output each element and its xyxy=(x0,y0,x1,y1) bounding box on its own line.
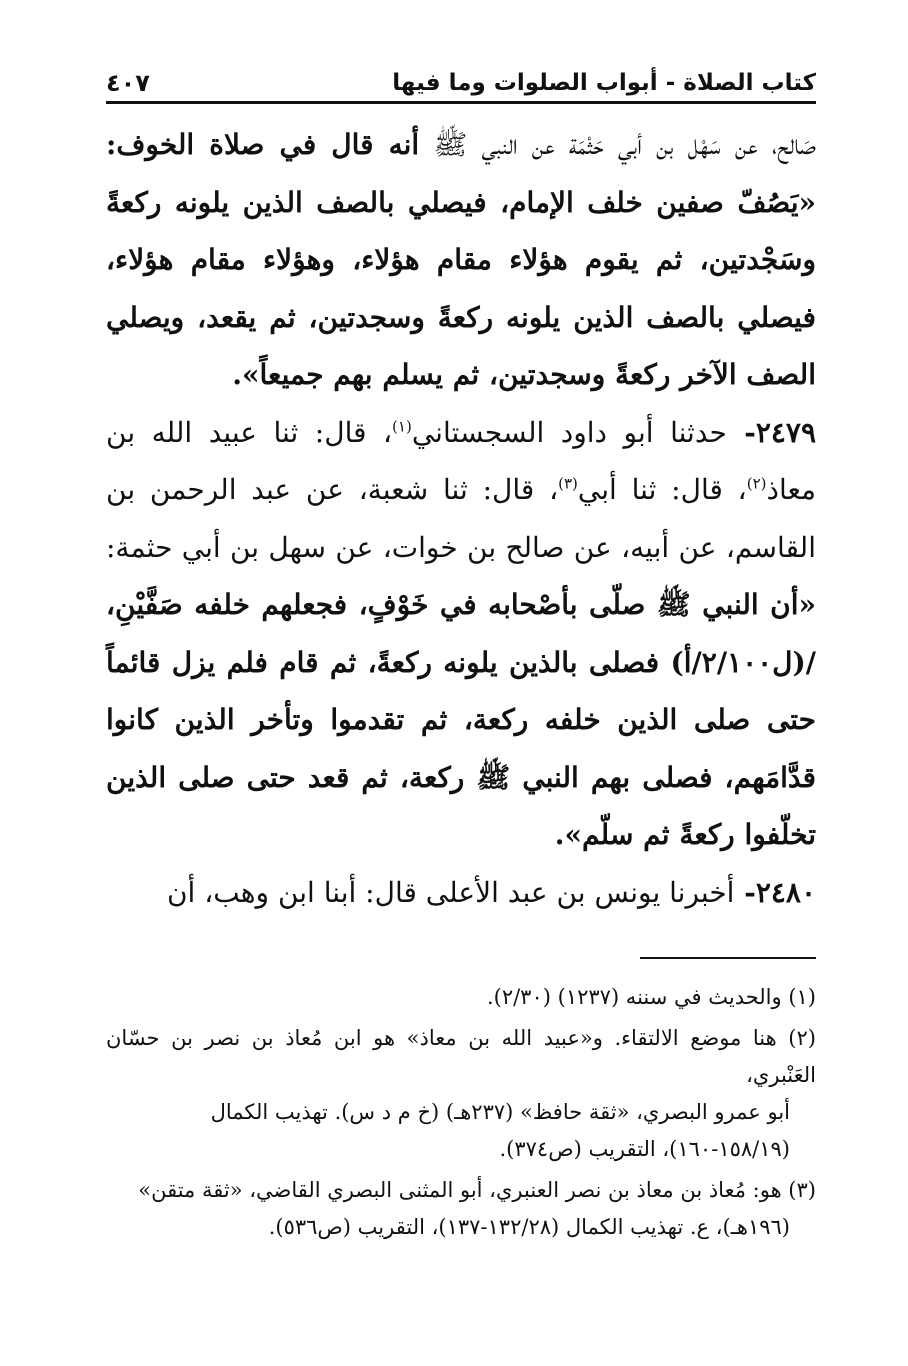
page-number: ٤٠٧ xyxy=(106,69,150,97)
paragraph-2479-chain-b: ، قال: ثنا عبيد الله بن معاذ xyxy=(106,415,816,506)
paragraph-2479 xyxy=(106,404,816,864)
paragraph-1 xyxy=(106,116,816,404)
paragraph-1-hadith: أنه قال في صلاة الخوف: «يَصُفّ صفين خلف الإمام، فيصلي بالصف الذين يلونه ركعةً وسَجْدتين، ثم يقوم هؤلاء مقام هؤلاء، وهؤلاء مقام هؤلاء، فيصلي بالصف الذين يلونه ركعةً وسجدتين، ثم يقعد، ويصلي الصف الآخر ركعةً وسجدتين، ثم يسلم بهم جميعاً». xyxy=(106,128,816,391)
paragraph-2480 xyxy=(106,864,816,922)
footnote-3-line-1: (٣) هو: مُعاذ بن معاذ بن نصر العنبري، أبو المثنى البصري القاضي، «ثقة متقن» xyxy=(138,1178,816,1202)
footnote-3-line-2: (١٩٦هـ)، ع. تهذيب الكمال (١٣٢/٢٨-١٣٧)، التقريب (ص٥٣٦). xyxy=(268,1215,790,1239)
footnote-3 xyxy=(106,1172,816,1246)
paragraph-1-plain: صَالح، عن سَهْل بن أبي حَثْمَة عن النبي ﷺ xyxy=(419,128,816,161)
paragraph-2479-chain-c: ، قال: ثنا أبي xyxy=(577,473,747,506)
header-divider xyxy=(106,101,816,104)
footnote-ref-2[interactable]: (٢) xyxy=(746,474,767,493)
footnote-2 xyxy=(106,1020,816,1168)
hadith-number-2479: ٢٤٧٩- xyxy=(726,415,816,449)
footnote-ref-3[interactable]: (٣) xyxy=(558,474,578,493)
running-header xyxy=(106,62,816,98)
footnote-1: (١) والحديث في سننه (١٢٣٧) (٢/٣٠). xyxy=(486,985,816,1009)
paragraph-2479-chain-d: ، قال: ثنا شعبة، عن عبد الرحمن بن القاسم، عن أبيه، عن صالح بن خوات، عن سهل بن أبي حثمة: xyxy=(106,473,816,564)
footnote-2-line-1: (٢) هنا موضع الالتقاء. و«عبيد الله بن معاذ» هو ابن مُعاذ بن نصر بن حسّان العَنْبري، xyxy=(106,1026,816,1087)
footnote-ref-1[interactable]: (١) xyxy=(392,417,412,436)
footnotes xyxy=(106,979,816,1246)
paragraph-2479-hadith: «أن النبي ﷺ صلّى بأصْحابه في خَوْفٍ، فجعلهم خلفه صَفَّيْنِ، /(ل٢/١٠٠/أ) فصلى بالذين يلونه ركعةً، ثم قام فلم يزل قائماً حتى صلى الذين خلفه ركعة، ثم تقدموا وتأخر الذين كانوا قدَّامَهم، فصلى بهم النبي ﷺ ركعة، ثم قعد حتى صلى الذين تخلّفوا ركعةً ثم سلّم». xyxy=(106,588,816,851)
paragraph-2479-chain-a: حدثنا أبو داود السجستاني xyxy=(411,415,727,449)
footnote-2-line-3: (١٥٨/١٩-١٦٠)، التقريب (ص٣٧٤). xyxy=(499,1137,790,1161)
main-text xyxy=(106,116,816,921)
paragraph-2480-text: أخبرنا يونس بن عبد الأعلى قال: أبنا ابن وهب، أن xyxy=(166,875,735,909)
chapter-title: كتاب الصلاة - أبواب الصلوات وما فيها xyxy=(392,70,816,96)
book-page xyxy=(106,62,816,1322)
footnote-divider xyxy=(640,957,816,959)
footnote-2-line-2: أبو عمرو البصري، «ثقة حافظ» (٢٣٧هـ) (خ م د س). تهذيب الكمال xyxy=(210,1100,790,1124)
hadith-number-2480: ٢٤٨٠- xyxy=(734,875,816,909)
